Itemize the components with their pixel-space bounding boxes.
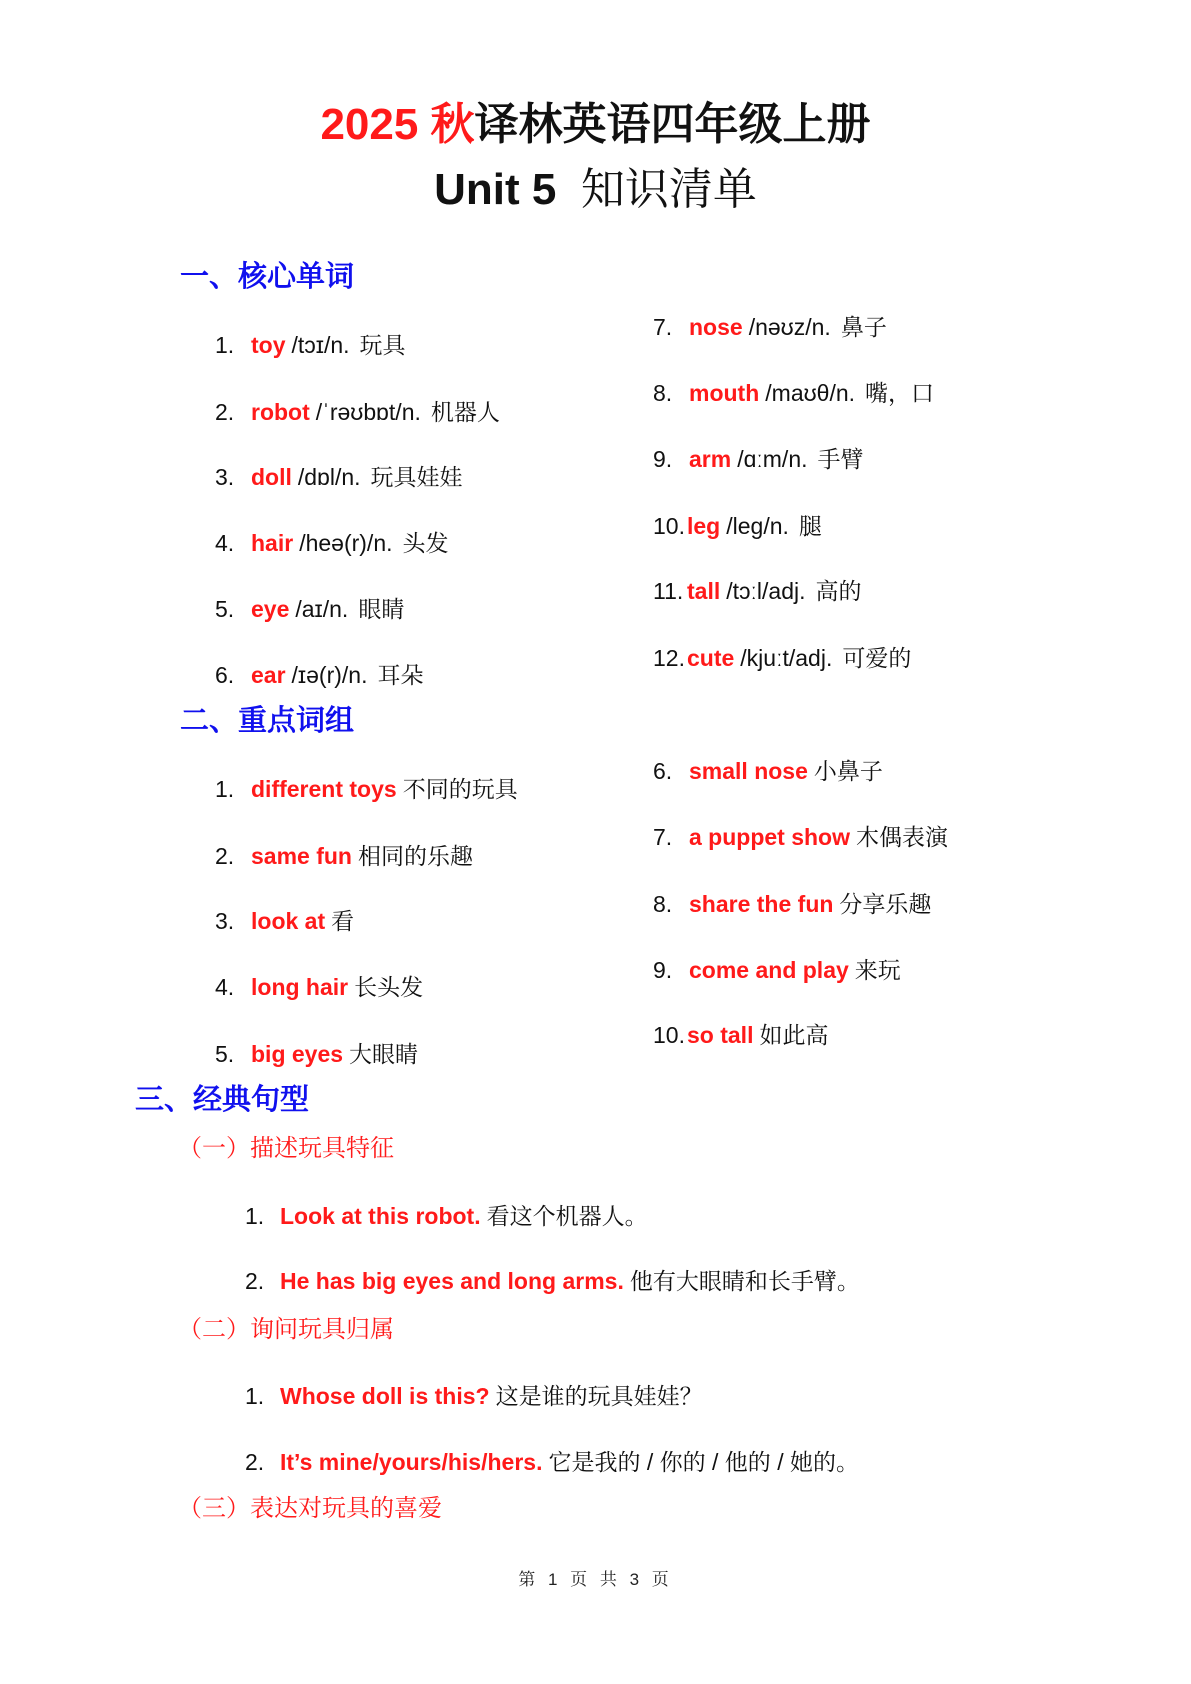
vocab-item — [653, 511, 822, 541]
item-number: 2. — [215, 399, 235, 425]
meaning-zh: 不同的玩具 — [402, 776, 518, 802]
phrase-item — [653, 822, 948, 852]
vocab-item — [215, 594, 404, 624]
sentence-en: It’s mine/yours/his/hers. — [280, 1449, 543, 1475]
vocab-item — [653, 312, 887, 342]
meaning-zh: 来玩 — [854, 957, 901, 983]
title-textbook: 译林英语四年级上册 — [474, 100, 871, 149]
item-number: 1. — [215, 776, 235, 802]
phrase-item — [215, 841, 473, 871]
item-number: 8. — [653, 891, 673, 917]
subheading-describe-toys: （一）描述玩具特征 — [178, 1135, 394, 1162]
sentence-item — [245, 1447, 859, 1477]
section-heading-vocab: 一、核心单词 — [180, 261, 355, 293]
phonetic: /ˈrəʊbɒt/n. — [315, 399, 421, 425]
phrase-item — [215, 774, 518, 804]
meaning-zh: 腿 — [798, 513, 822, 539]
item-number: 6. — [653, 758, 673, 784]
vocab-item — [215, 397, 500, 427]
vocab-word: arm — [689, 446, 732, 472]
item-number: 2. — [245, 1268, 265, 1294]
vocab-word: cute — [687, 645, 735, 671]
phonetic: /aɪ/n. — [295, 596, 349, 622]
phrase-en: big eyes — [251, 1041, 344, 1067]
item-number: 2. — [245, 1449, 265, 1475]
item-number: 6. — [215, 662, 235, 688]
sentence-zh: 这是谁的玩具娃娃？ — [495, 1383, 703, 1409]
subheading-express-love: （三）表达对玩具的喜爱 — [178, 1495, 442, 1522]
meaning-zh: 鼻子 — [840, 314, 887, 340]
phrase-item — [653, 1020, 828, 1050]
vocab-word: mouth — [689, 380, 760, 406]
vocab-item — [653, 576, 862, 606]
sentence-en: Whose doll is this? — [280, 1383, 490, 1409]
vocab-item — [215, 528, 449, 558]
meaning-zh: 可爱的 — [842, 645, 912, 671]
meaning-zh: 高的 — [815, 578, 862, 604]
meaning-zh: 机器人 — [430, 399, 500, 425]
vocab-word: hair — [251, 530, 294, 556]
meaning-zh: 眼睛 — [358, 596, 405, 622]
item-number: 12. — [653, 645, 685, 671]
item-number: 5. — [215, 1041, 235, 1067]
vocab-item — [653, 378, 934, 408]
sentence-zh: 他有大眼睛和长手臂。 — [629, 1268, 860, 1294]
phonetic: /ɪə(r)/n. — [291, 662, 368, 688]
meaning-zh: 大眼睛 — [349, 1041, 419, 1067]
vocab-word: eye — [251, 596, 290, 622]
phrase-en: so tall — [687, 1022, 754, 1048]
vocab-word: tall — [687, 578, 721, 604]
phrase-item — [215, 972, 423, 1002]
vocab-word: leg — [687, 513, 721, 539]
vocab-word: nose — [689, 314, 743, 340]
phrase-item — [215, 1039, 418, 1069]
phrase-item — [653, 756, 883, 786]
sentence-item — [245, 1266, 860, 1296]
item-number: 4. — [215, 974, 235, 1000]
phonetic: /nəʊz/n. — [748, 314, 831, 340]
meaning-zh: 头发 — [402, 530, 449, 556]
vocab-item — [215, 330, 406, 360]
meaning-zh: 如此高 — [759, 1022, 829, 1048]
title-year-season: 2025 秋 — [320, 100, 475, 149]
vocab-word: ear — [251, 662, 286, 688]
sentence-zh: 它是我的 / 你的 / 他的 / 她的。 — [548, 1449, 859, 1475]
vocab-item — [653, 643, 911, 673]
sentence-en: He has big eyes and long arms. — [280, 1268, 624, 1294]
item-number: 7. — [653, 314, 673, 340]
phrase-en: share the fun — [689, 891, 834, 917]
sentence-zh: 看这个机器人。 — [486, 1203, 648, 1229]
item-number: 3. — [215, 464, 235, 490]
page-footer: 第 1 页 共 3 页 — [518, 1570, 673, 1589]
sentence-item — [245, 1201, 648, 1231]
phonetic: /maʊθ/n. — [765, 380, 856, 406]
meaning-zh: 相同的乐趣 — [357, 843, 473, 869]
item-number: 7. — [653, 824, 673, 850]
phonetic: /kjuːt/adj. — [740, 645, 833, 671]
vocab-word: doll — [251, 464, 292, 490]
phonetic: /heə(r)/n. — [299, 530, 393, 556]
meaning-zh: 长头发 — [354, 974, 424, 1000]
section-heading-sentences: 三、经典句型 — [135, 1084, 310, 1116]
phonetic: /tɔːl/adj. — [726, 578, 806, 604]
meaning-zh: 木偶表演 — [856, 824, 948, 850]
item-number: 4. — [215, 530, 235, 556]
item-number: 3. — [215, 908, 235, 934]
meaning-zh: 嘴，口 — [865, 380, 935, 406]
meaning-zh: 看 — [331, 908, 355, 934]
unit-label: Unit 5 — [434, 165, 557, 214]
phrase-item — [653, 955, 901, 985]
item-number: 10. — [653, 1022, 685, 1048]
meaning-zh: 分享乐趣 — [839, 891, 932, 917]
phrase-en: same fun — [251, 843, 352, 869]
document-title — [0, 100, 1191, 150]
phonetic: /leg/n. — [726, 513, 789, 539]
phrase-item — [215, 906, 354, 936]
meaning-zh: 手臂 — [817, 446, 864, 472]
document-subtitle — [0, 165, 1191, 215]
phrase-en: different toys — [251, 776, 397, 802]
item-number: 2. — [215, 843, 235, 869]
item-number: 1. — [215, 332, 235, 358]
phonetic: /dɒl/n. — [297, 464, 361, 490]
meaning-zh: 玩具娃娃 — [370, 464, 463, 490]
phrase-en: a puppet show — [689, 824, 850, 850]
vocab-word: robot — [251, 399, 310, 425]
item-number: 1. — [245, 1203, 265, 1229]
item-number: 10. — [653, 513, 685, 539]
meaning-zh: 小鼻子 — [813, 758, 883, 784]
vocab-word: toy — [251, 332, 286, 358]
item-number: 11. — [653, 578, 684, 604]
subheading-ask-ownership: （二）询问玩具归属 — [178, 1316, 394, 1343]
item-number: 1. — [245, 1383, 265, 1409]
sentence-item — [245, 1381, 703, 1411]
phrase-item — [653, 889, 931, 919]
section-heading-phrases: 二、重点词组 — [180, 705, 355, 737]
meaning-zh: 玩具 — [359, 332, 406, 358]
vocab-item — [653, 444, 864, 474]
item-number: 9. — [653, 957, 673, 983]
phonetic: /ɑːm/n. — [737, 446, 808, 472]
phrase-en: look at — [251, 908, 326, 934]
phrase-en: come and play — [689, 957, 849, 983]
item-number: 9. — [653, 446, 673, 472]
item-number: 8. — [653, 380, 673, 406]
subtitle-zh: 知识清单 — [580, 165, 757, 214]
vocab-item — [215, 660, 423, 690]
vocab-item — [215, 462, 463, 492]
phrase-en: small nose — [689, 758, 808, 784]
item-number: 5. — [215, 596, 235, 622]
sentence-en: Look at this robot. — [280, 1203, 481, 1229]
phonetic: /tɔɪ/n. — [291, 332, 350, 358]
meaning-zh: 耳朵 — [377, 662, 424, 688]
phrase-en: long hair — [251, 974, 349, 1000]
